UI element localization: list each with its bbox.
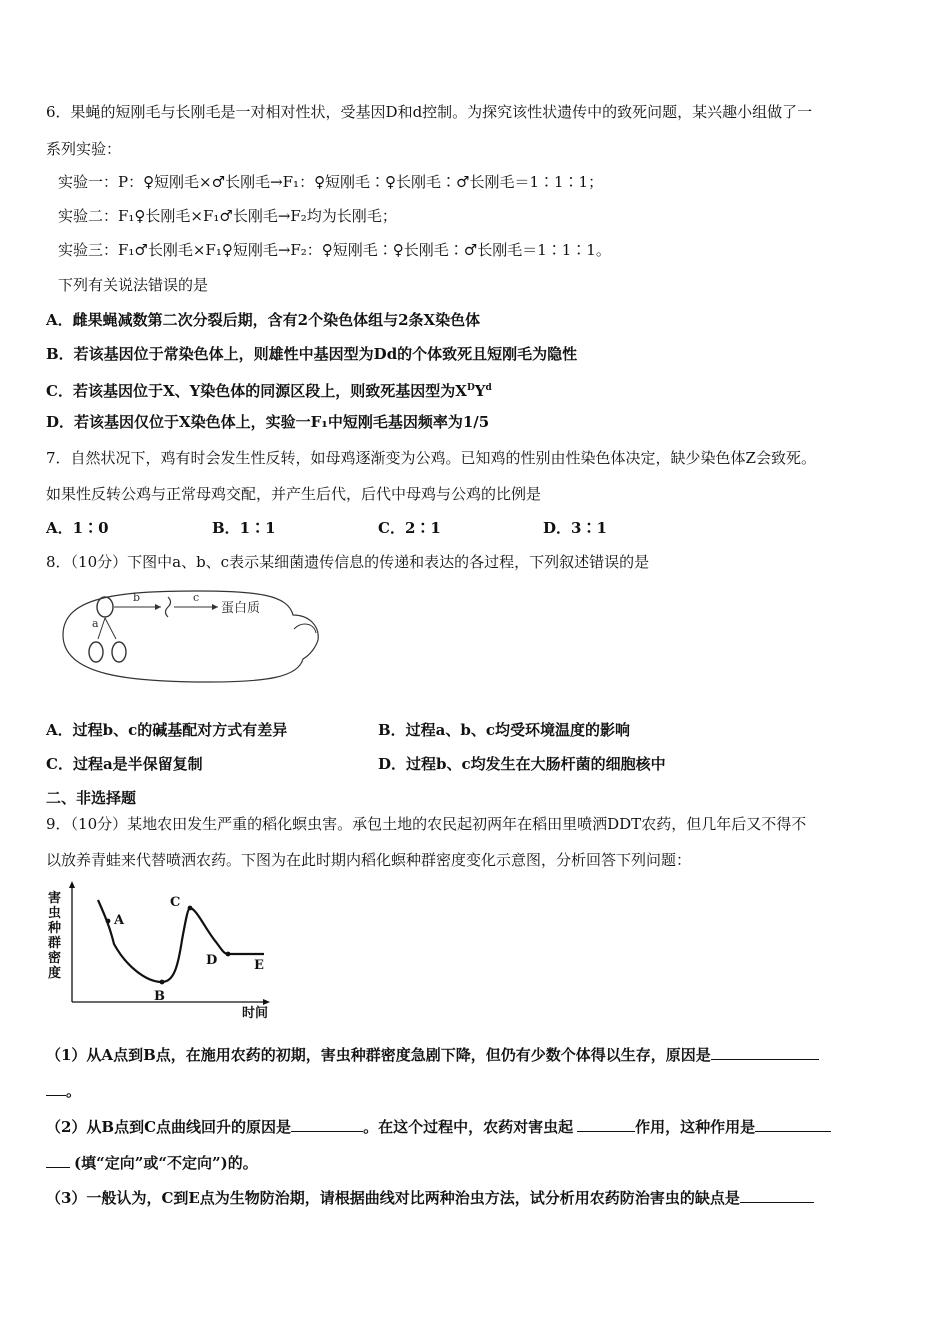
chart-x-label: 时间 bbox=[242, 1006, 269, 1021]
q6-stem-line1: 6．果蝇的短刚毛与长刚毛是一对相对性状，受基因D和d控制。为探究该性状遗传中的致死问题，某兴趣小组做了一 bbox=[46, 103, 813, 121]
q6-option-a: A．雌果蝇减数第二次分裂后期，含有2个染色体组与2条X染色体 bbox=[46, 311, 481, 329]
answer-blank-3[interactable] bbox=[577, 1115, 635, 1132]
q6-experiment-2: 实验二：F₁♀长刚毛×F₁♂长刚毛→F₂均为长刚毛； bbox=[58, 207, 397, 225]
q8-stem: 8．（10分）下图中a、b、c表示某细菌遗传信息的传递和表达的各过程，下列叙述错误的是 bbox=[46, 553, 650, 571]
arrow-a-left bbox=[98, 618, 105, 639]
mrna-strand bbox=[166, 597, 171, 617]
q8-option-a: A．过程b、c的碱基配对方式有差异 bbox=[46, 721, 288, 739]
chart-point-d bbox=[226, 952, 231, 957]
chart-point-b bbox=[160, 980, 165, 985]
chart-y-label: 害虫种群密度 bbox=[48, 891, 62, 981]
q9-stem-line2: 以放养青蛙来代替喷洒农药。下图为在此时期内稻化螟种群密度变化示意图，分析回答下列问题： bbox=[46, 851, 692, 869]
answer-blank-5[interactable] bbox=[740, 1186, 814, 1203]
q9-sub2-line1: （2）从B点到C点曲线回升的原因是 。在这个过程中，农药对害虫起 作用，这种作用是 bbox=[46, 1115, 831, 1137]
chart-label-c: C bbox=[170, 895, 181, 910]
q6-experiment-3: 实验三：F₁♂长刚毛×F₁♀短刚毛→F₂：♀短刚毛∶♀长刚毛∶♂长刚毛＝1∶1∶1。 bbox=[58, 241, 611, 259]
q7-stem-line2: 如果性反转公鸡与正常母鸡交配，并产生后代，后代中母鸡与公鸡的比例是 bbox=[46, 485, 542, 503]
chart-label-e: E bbox=[254, 958, 264, 973]
q7-option-b: B．1∶1 bbox=[212, 519, 276, 537]
q6-option-b: B．若该基因位于常染色体上，则雄性中基因型为Dd的个体致死且短刚毛为隐性 bbox=[46, 345, 578, 363]
q9-stem-line1: 9．（10分）某地农田发生严重的稻化螟虫害。承包土地的农民起初两年在稻田里喷洒DDT农药，但几年后又不得不 bbox=[46, 815, 807, 833]
dna-loop bbox=[97, 597, 113, 617]
bacterium-figure bbox=[58, 585, 328, 695]
cell-outline bbox=[63, 591, 318, 682]
answer-blank-1[interactable] bbox=[711, 1043, 819, 1060]
q7-stem-line1: 7．自然状况下，鸡有时会发生性反转，如母鸡逐渐变为公鸡。已知鸡的性别由性染色体决定，缺少染色体Z会致死。 bbox=[46, 449, 816, 467]
chart-label-a: A bbox=[114, 913, 125, 928]
q7-option-a: A．1∶0 bbox=[46, 519, 109, 537]
q6-option-c: C．若该基因位于X、Y染色体的同源区段上，则致死基因型为$X^DY^d$ bbox=[46, 382, 492, 400]
answer-blank-2[interactable] bbox=[291, 1115, 363, 1132]
label-b: b bbox=[133, 591, 141, 604]
q6-stem-line2: 系列实验： bbox=[46, 140, 122, 158]
chart-label-d: D bbox=[206, 953, 218, 968]
chart-point-a bbox=[106, 919, 111, 924]
q8-option-c: C．过程a是半保留复制 bbox=[46, 755, 203, 773]
q6-option-d: D．若该基因仅位于X染色体上，实验一F₁中短刚毛基因频率为1/5 bbox=[46, 413, 490, 431]
q7-option-c: C．2∶1 bbox=[378, 519, 441, 537]
section-heading: 二、非选择题 bbox=[46, 789, 137, 807]
dna-copy-right bbox=[112, 642, 126, 662]
q9-sub1-line1: （1）从A点到B点，在施用农药的初期，害虫种群密度急剧下降，但仍有少数个体得以生存，原因是 bbox=[46, 1043, 819, 1065]
label-c: c bbox=[193, 591, 200, 604]
q6-experiment-1: 实验一：P：♀短刚毛×♂长刚毛→F₁：♀短刚毛∶♀长刚毛∶♂长刚毛＝1∶1∶1； bbox=[58, 173, 604, 191]
q9-sub3-line1: （3）一般认为，C到E点为生物防治期，请根据曲线对比两种治虫方法，试分析用农药防治害虫的缺点是 bbox=[46, 1186, 814, 1208]
q8-option-d: D．过程b、c均发生在大肠杆菌的细胞核中 bbox=[378, 755, 666, 773]
arrow-a-right bbox=[105, 618, 116, 639]
label-a: a bbox=[92, 617, 99, 630]
cell-protrusion bbox=[294, 624, 316, 633]
population-density-chart bbox=[44, 878, 284, 1023]
chart-point-c bbox=[188, 906, 193, 911]
q9-sub2-line2: (填“定向”或“不定向”)的。 bbox=[46, 1151, 258, 1173]
q6-prompt: 下列有关说法错误的是 bbox=[58, 276, 209, 294]
arrow-c-head bbox=[212, 604, 218, 610]
q8-option-b: B．过程a、b、c均受环境温度的影响 bbox=[378, 721, 631, 739]
q9-sub1-line2: 。 bbox=[46, 1079, 81, 1101]
label-protein: 蛋白质 bbox=[221, 601, 261, 616]
answer-blank-4-cont[interactable] bbox=[46, 1151, 70, 1168]
q7-option-d: D．3∶1 bbox=[543, 519, 607, 537]
chart-x-arrow bbox=[263, 999, 270, 1005]
arrow-b-head bbox=[155, 604, 161, 610]
dna-copy-left bbox=[89, 642, 103, 662]
answer-blank-1-cont[interactable] bbox=[46, 1079, 66, 1096]
chart-y-arrow bbox=[69, 881, 75, 888]
answer-blank-4[interactable] bbox=[755, 1115, 831, 1132]
chart-label-b: B bbox=[154, 989, 165, 1004]
